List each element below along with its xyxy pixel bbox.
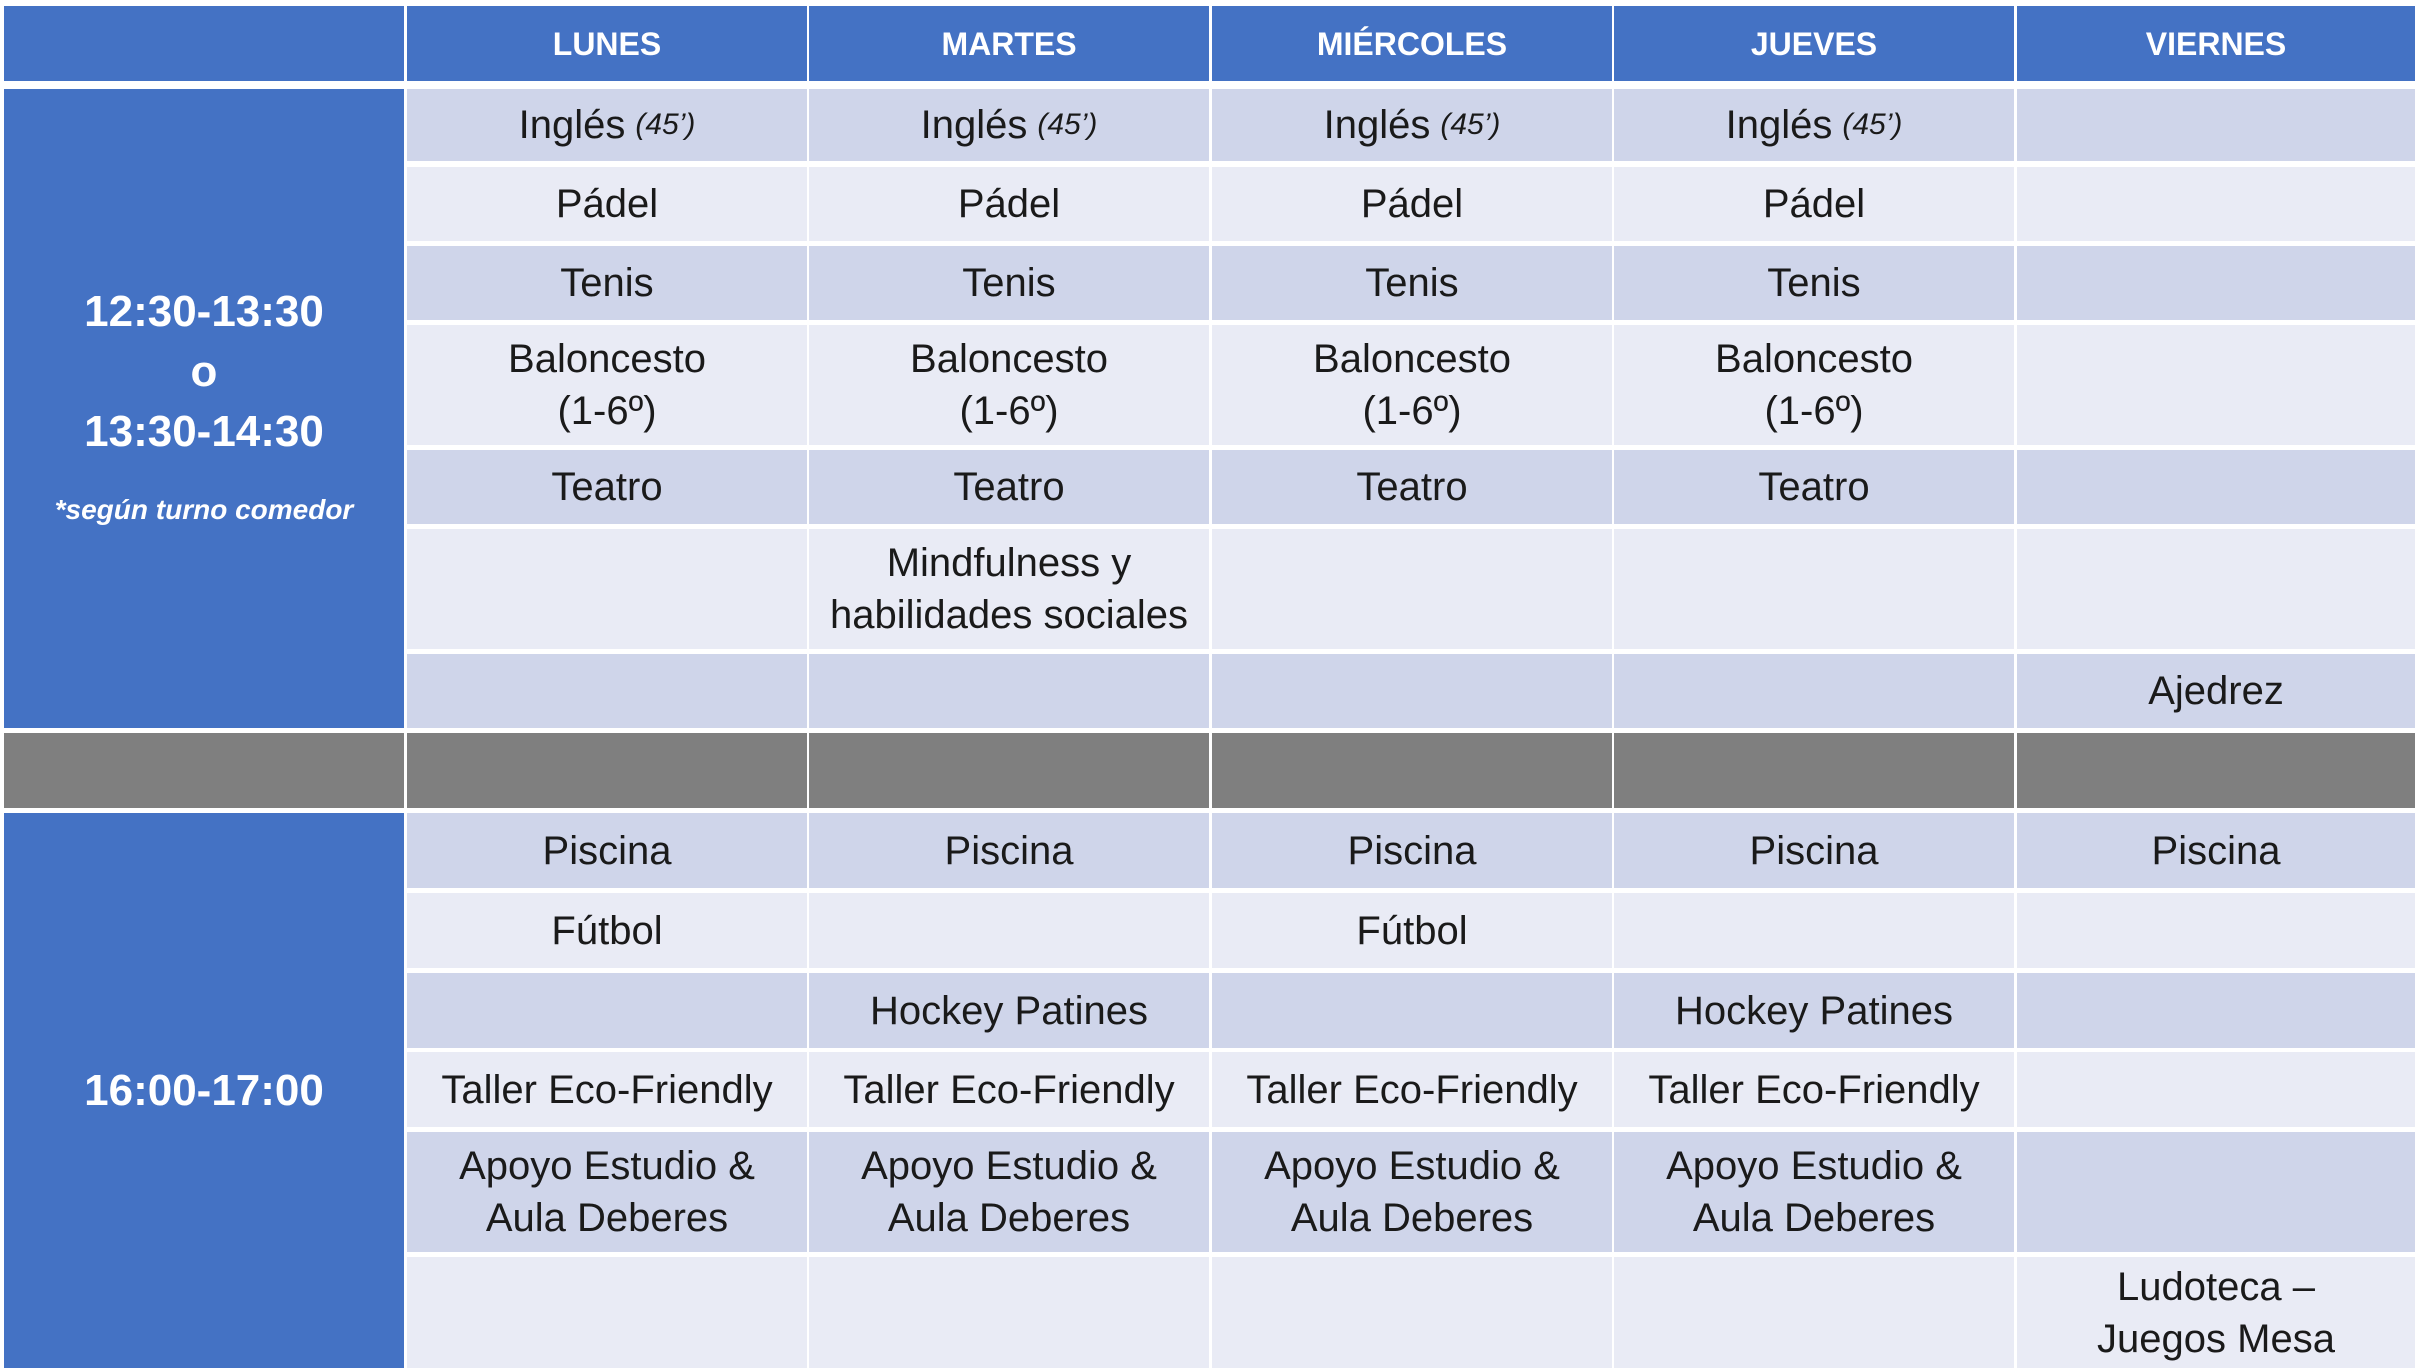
activity-cell: [1614, 1052, 2014, 1127]
activity-cell: [407, 325, 807, 445]
activity-cell: [407, 89, 807, 161]
activity-cell: [809, 893, 1209, 968]
activity-label: Inglés: [518, 103, 626, 147]
activity-cell: [1614, 529, 2014, 649]
activity-label: Inglés: [920, 103, 1028, 147]
activity-cell: [809, 654, 1209, 728]
activity-cell: [1614, 450, 2014, 524]
activity-cell: [1614, 1132, 2014, 1252]
activity-label: Tenis: [1767, 261, 1861, 305]
activity-duration: (45’): [1037, 108, 1098, 141]
activity-duration: (45’): [1842, 108, 1903, 141]
activity-cell: [2017, 1052, 2415, 1127]
activity-label: Tenis: [1365, 261, 1459, 305]
activity-duration: (45’): [635, 108, 696, 141]
time-range: 12:30-13:30 o 13:30-14:30: [84, 286, 324, 456]
activity-label: Taller Eco-Friendly: [1648, 1067, 1980, 1112]
activity-cell: [809, 813, 1209, 888]
activity-cell: [2017, 973, 2415, 1048]
activity-cell: [2017, 325, 2415, 445]
activity-label: Piscina: [944, 828, 1074, 873]
activity-cell: [1614, 325, 2014, 445]
activity-label: Piscina: [1749, 828, 1879, 873]
activity-label: Baloncesto (1-6º): [910, 337, 1108, 433]
activity-label: Pádel: [555, 182, 659, 226]
activity-label: Taller Eco-Friendly: [843, 1067, 1175, 1112]
activity-label: Piscina: [1347, 828, 1477, 873]
activity-cell: [2017, 450, 2415, 524]
activity-cell: [2017, 654, 2415, 728]
activity-cell: [407, 246, 807, 320]
activity-label: Piscina: [2151, 828, 2281, 873]
activity-label: Teatro: [953, 465, 1065, 509]
activity-label: Teatro: [551, 465, 663, 509]
activity-label: Tenis: [560, 261, 654, 305]
activity-label: Taller Eco-Friendly: [441, 1067, 773, 1112]
activity-label: Hockey Patines: [1675, 988, 1953, 1033]
day-header-jueves: JUEVES: [1614, 6, 2014, 81]
time-note: *según turno comedor: [54, 493, 354, 525]
activity-cell: [2017, 529, 2415, 649]
activity-label: Baloncesto (1-6º): [1715, 337, 1913, 433]
day-header-miércoles: MIÉRCOLES: [1212, 6, 1612, 81]
activity-cell: [2017, 893, 2415, 968]
activity-label: Baloncesto (1-6º): [1313, 337, 1511, 433]
activity-label: Inglés: [1323, 103, 1431, 147]
activity-label: Mindfulness y habilidades sociales: [829, 541, 1188, 637]
time-slot-1: [4, 89, 404, 728]
activity-cell: [809, 246, 1209, 320]
activity-cell: [407, 973, 807, 1048]
activity-cell: [1212, 893, 1612, 968]
activity-cell: [1212, 529, 1612, 649]
activity-cell: [809, 1052, 1209, 1127]
separator-cell: [1212, 733, 1612, 808]
separator-cell: [407, 733, 807, 808]
activity-label: Fútbol: [551, 908, 663, 953]
activity-cell: [1212, 1257, 1612, 1368]
activity-cell: [1614, 813, 2014, 888]
activity-cell: [1212, 1132, 1612, 1252]
activity-cell: [407, 529, 807, 649]
activity-cell: [1212, 654, 1612, 728]
activity-label: Fútbol: [1356, 908, 1468, 953]
separator-cell: [1614, 733, 2014, 808]
activity-label: Taller Eco-Friendly: [1246, 1067, 1578, 1112]
activity-cell: [407, 1132, 807, 1252]
activity-cell: [809, 1132, 1209, 1252]
activity-cell: [407, 654, 807, 728]
activity-cell: [1614, 246, 2014, 320]
header-corner: [4, 6, 404, 81]
activity-cell: [2017, 246, 2415, 320]
time-slot-2: [4, 813, 404, 1368]
activity-cell: [1614, 973, 2014, 1048]
activity-label: Apoyo Estudio & Aula Deberes: [1666, 1144, 1962, 1240]
activity-cell: [1614, 89, 2014, 161]
activity-label: Pádel: [1762, 182, 1866, 226]
activity-label: Baloncesto (1-6º): [508, 337, 706, 433]
activity-label: Apoyo Estudio & Aula Deberes: [861, 1144, 1157, 1240]
activity-cell: [809, 325, 1209, 445]
activity-cell: [1212, 167, 1612, 241]
activity-label: Apoyo Estudio & Aula Deberes: [459, 1144, 755, 1240]
activity-cell: [809, 450, 1209, 524]
activity-label: Piscina: [542, 828, 672, 873]
activity-cell: [1212, 1052, 1612, 1127]
activity-label: Hockey Patines: [870, 988, 1148, 1033]
activity-cell: [1212, 325, 1612, 445]
activity-cell: [1614, 654, 2014, 728]
day-header-viernes: VIERNES: [2017, 6, 2415, 81]
activity-cell: [1614, 893, 2014, 968]
activity-cell: [407, 1257, 807, 1368]
separator-cell: [2017, 733, 2415, 808]
activity-label: Ajedrez: [2148, 669, 2284, 713]
activity-label: Apoyo Estudio & Aula Deberes: [1264, 1144, 1560, 1240]
separator-cell: [809, 733, 1209, 808]
activity-cell: [809, 529, 1209, 649]
activity-label: Tenis: [962, 261, 1056, 305]
time-range: 16:00-17:00: [84, 1065, 324, 1115]
activity-cell: [809, 89, 1209, 161]
activity-cell: [2017, 89, 2415, 161]
activity-cell: [407, 167, 807, 241]
activity-cell: [2017, 1257, 2415, 1368]
activity-cell: [1212, 813, 1612, 888]
day-header-martes: MARTES: [809, 6, 1209, 81]
activity-cell: [1212, 973, 1612, 1048]
activity-duration: (45’): [1440, 108, 1501, 141]
day-header-lunes: LUNES: [407, 6, 807, 81]
activity-cell: [407, 893, 807, 968]
activity-cell: [809, 1257, 1209, 1368]
activity-label: Teatro: [1758, 465, 1870, 509]
activity-label: Teatro: [1356, 465, 1468, 509]
activity-cell: [407, 450, 807, 524]
activity-label: Ludoteca – Juegos Mesa: [2097, 1264, 2335, 1361]
activity-cell: [2017, 167, 2415, 241]
activity-label: Inglés: [1725, 103, 1833, 147]
activity-cell: [2017, 1132, 2415, 1252]
activity-cell: [809, 973, 1209, 1048]
activity-cell: [1212, 246, 1612, 320]
activity-label: Pádel: [957, 182, 1061, 226]
activity-label: Pádel: [1360, 182, 1464, 226]
activity-cell: [1212, 89, 1612, 161]
activity-cell: [407, 813, 807, 888]
activity-cell: [2017, 813, 2415, 888]
activity-cell: [1212, 450, 1612, 524]
separator-cell: [4, 733, 404, 808]
activity-cell: [407, 1052, 807, 1127]
activity-cell: [1614, 1257, 2014, 1368]
activity-cell: [809, 167, 1209, 241]
activity-cell: [1614, 167, 2014, 241]
